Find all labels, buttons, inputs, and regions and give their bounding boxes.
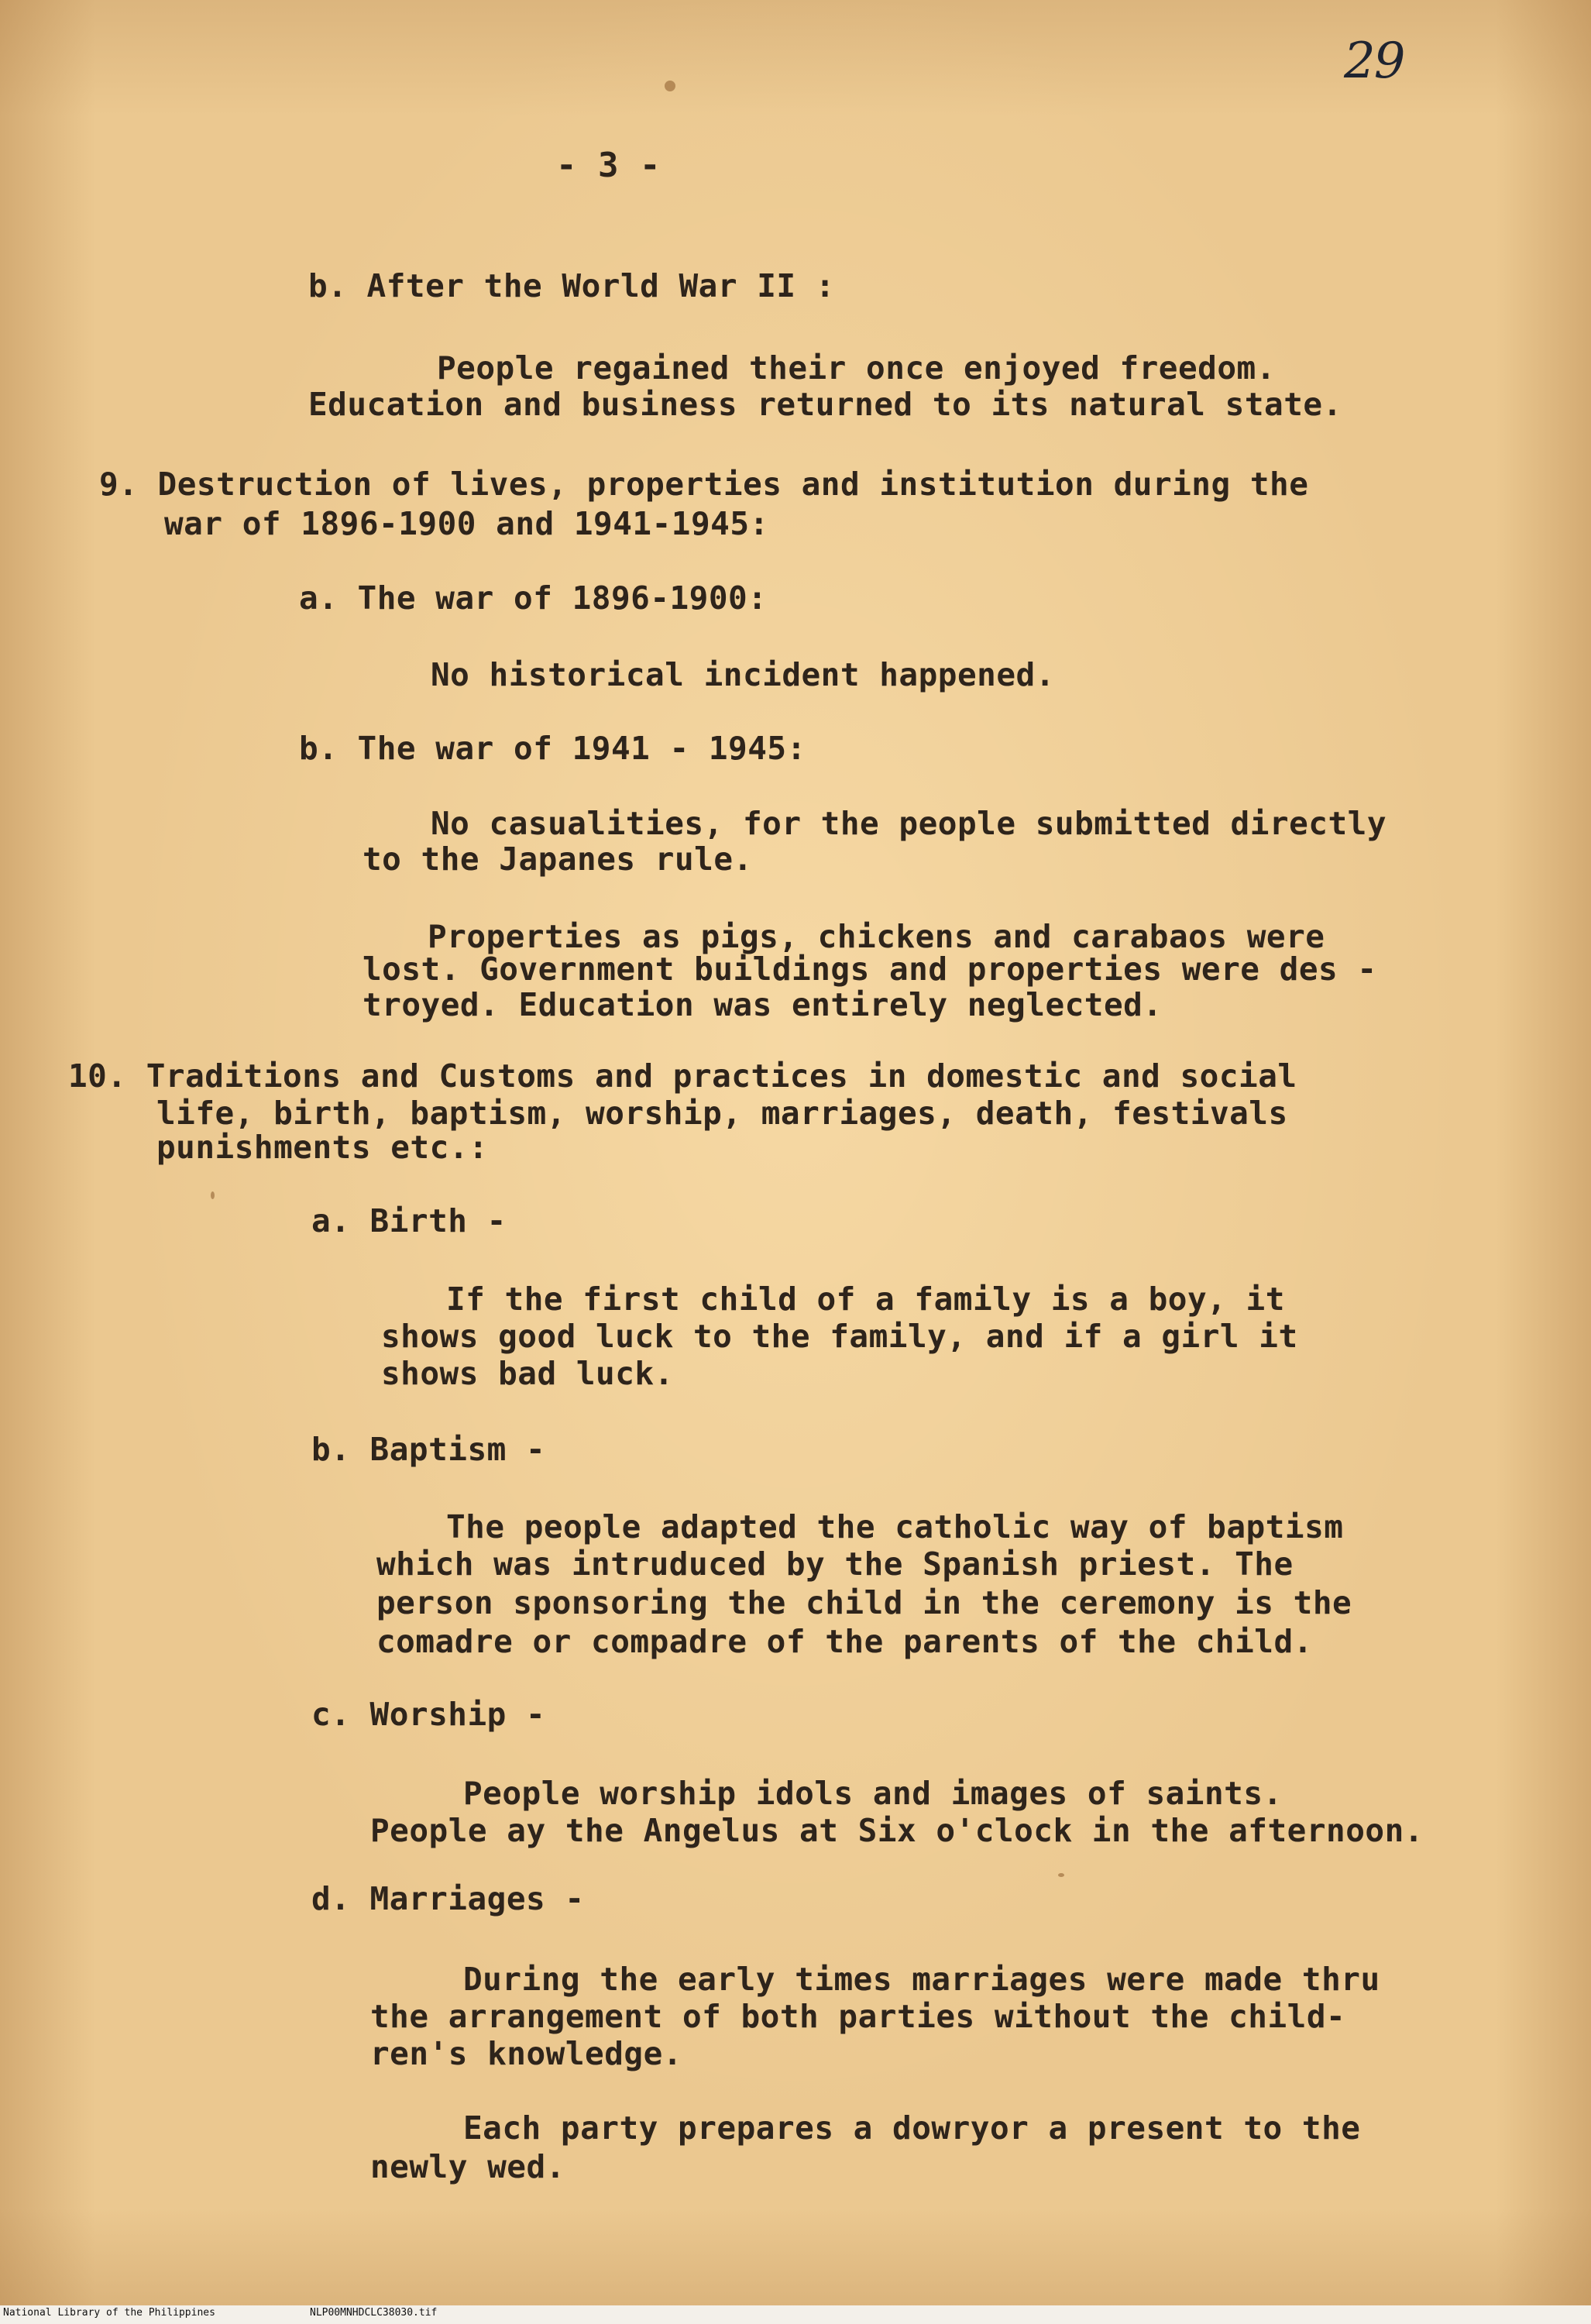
subsection-heading: d. Marriages - <box>311 1880 585 1917</box>
archive-filename: NLP00MNHDCLC38030.tif <box>307 2307 440 2319</box>
body-line: People ay the Angelus at Six o'clock in the afternoon. <box>370 1812 1424 1849</box>
section-heading: b. After the World War II : <box>308 267 835 304</box>
paper-stain <box>211 1191 215 1199</box>
page-header: - 3 - <box>556 146 661 185</box>
body-line: ren's knowledge. <box>370 2035 682 2072</box>
body-line: to the Japanes rule. <box>363 841 753 878</box>
body-line: lost. Government buildings and properties were des - <box>363 951 1377 988</box>
body-line: newly wed. <box>370 2148 565 2185</box>
subsection-heading: b. Baptism - <box>311 1431 546 1468</box>
body-line: shows good luck to the family, and if a girl it <box>381 1318 1298 1355</box>
body-line: troyed. Education was entirely neglected. <box>363 986 1163 1023</box>
archive-credit: National Library of the Philippines <box>0 2307 218 2319</box>
body-line: The people adapted the catholic way of baptism <box>446 1508 1344 1545</box>
body-line: Properties as pigs, chickens and carabaos were <box>428 918 1325 955</box>
handwritten-page-number: 29 <box>1344 33 1404 90</box>
section-heading: war of 1896-1900 and 1941-1945: <box>164 505 769 542</box>
body-line: which was intruduced by the Spanish priest. The <box>376 1545 1294 1583</box>
subsection-heading: c. Worship - <box>311 1696 546 1733</box>
section-heading: punishments etc.: <box>156 1129 489 1166</box>
section-heading: life, birth, baptism, worship, marriages, death, festivals <box>156 1095 1288 1132</box>
subsection-heading: a. Birth - <box>311 1202 507 1239</box>
section-heading: 10. Traditions and Customs and practices in domestic and social <box>68 1057 1297 1095</box>
body-line: No casualities, for the people submitted directly <box>431 805 1387 842</box>
body-line: If the first child of a family is a boy, it <box>446 1281 1285 1318</box>
body-line: Each party prepares a dowryor a present to the <box>463 2109 1361 2147</box>
footer-bar <box>0 2305 1591 2324</box>
body-line: person sponsoring the child in the ceremony is the <box>376 1584 1352 1621</box>
subsection-heading: a. The war of 1896-1900: <box>299 579 768 617</box>
paper-stain <box>665 81 675 91</box>
body-line: No historical incident happened. <box>431 656 1055 693</box>
section-heading: 9. Destruction of lives, properties and institution during the <box>99 466 1309 503</box>
subsection-heading: b. The war of 1941 - 1945: <box>299 730 806 767</box>
body-line: People worship idols and images of saints. <box>463 1775 1283 1812</box>
body-line: the arrangement of both parties without the child- <box>370 1998 1346 2035</box>
body-line: shows bad luck. <box>381 1355 674 1392</box>
paper-stain <box>1058 1873 1064 1877</box>
body-line: People regained their once enjoyed freedom. <box>437 349 1276 387</box>
body-line: Education and business returned to its natural state. <box>308 386 1342 423</box>
body-line: comadre or compadre of the parents of the child. <box>376 1623 1313 1660</box>
body-line: During the early times marriages were made thru <box>463 1961 1380 1998</box>
